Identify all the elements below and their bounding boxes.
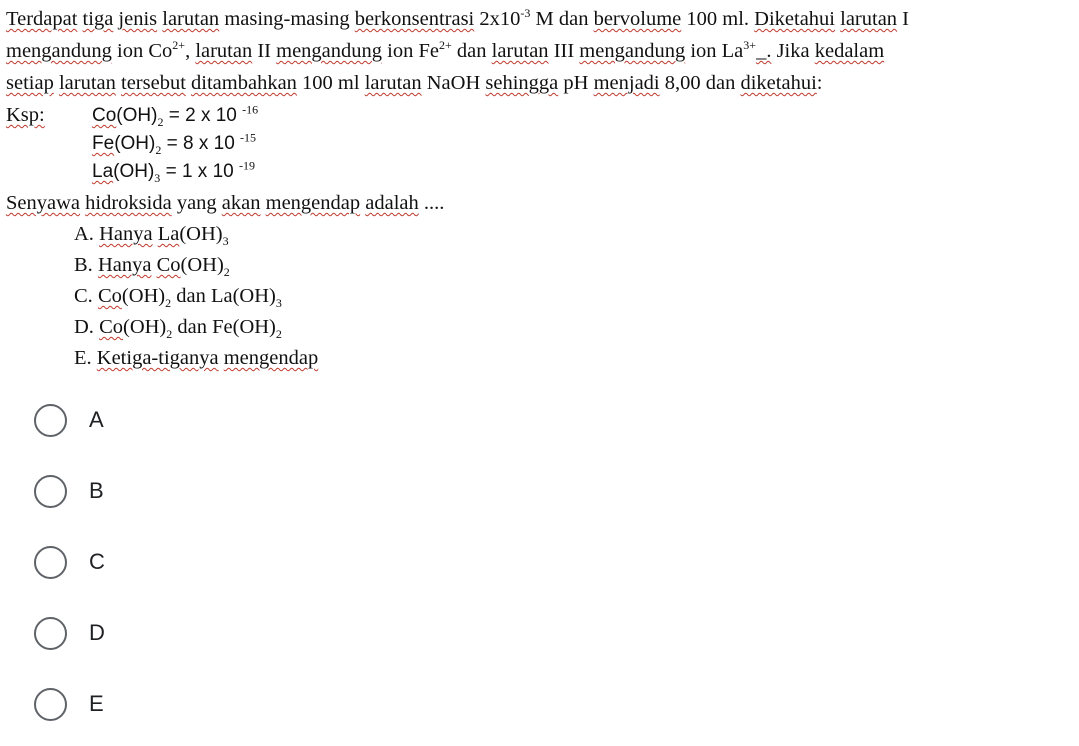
- text-segment: 3: [222, 234, 229, 249]
- text-segment: = 2 x 10: [163, 105, 243, 126]
- ksp-cobalt-hydroxide: [92, 102, 258, 129]
- question-line-1: [6, 6, 909, 32]
- text-segment: (OH): [180, 254, 224, 276]
- text-segment: C.: [74, 285, 98, 307]
- text-segment: tersebut: [121, 72, 186, 94]
- choice-d[interactable]: [34, 613, 105, 653]
- text-segment: 2x10: [474, 8, 521, 30]
- text-segment: larutan: [364, 72, 422, 94]
- question-option-b: [74, 252, 230, 278]
- question-option-d: [74, 314, 282, 340]
- text-segment: 3: [275, 296, 282, 311]
- text-segment: akan: [221, 192, 261, 214]
- text-segment: III: [548, 40, 580, 62]
- text-segment: pH: [558, 72, 594, 94]
- text-segment: larutan: [840, 8, 898, 30]
- choice-b-label: B: [89, 478, 104, 503]
- text-segment: Hanya: [97, 254, 152, 276]
- text-segment: = 1 x 10: [160, 161, 239, 182]
- text-segment: Co: [156, 254, 181, 276]
- text-segment: dan Fe(OH): [172, 316, 276, 338]
- choice-a[interactable]: [34, 400, 104, 440]
- text-segment: larutan: [491, 40, 549, 62]
- text-segment: mengandung: [6, 40, 112, 62]
- text-segment: kedalam: [814, 40, 885, 62]
- radio-c[interactable]: [34, 546, 67, 579]
- text-segment: menjadi: [593, 72, 660, 94]
- choice-a-label: A: [89, 407, 104, 432]
- text-segment: dan La(OH): [171, 285, 276, 307]
- text-segment: larutan: [195, 40, 253, 62]
- text-segment: dan: [451, 40, 492, 62]
- text-segment: (OH): [116, 105, 158, 126]
- text-segment: yang: [171, 192, 222, 214]
- text-segment: 2: [223, 265, 230, 280]
- ksp-iron-hydroxide: [92, 130, 256, 157]
- text-segment: 3: [154, 171, 161, 185]
- text-segment: :: [816, 72, 823, 94]
- question-line-3: [6, 70, 822, 96]
- text-segment: Co: [97, 285, 122, 307]
- text-segment: sehingga: [485, 72, 559, 94]
- text-segment: 2: [155, 143, 162, 157]
- text-segment: 100 ml: [296, 72, 365, 94]
- text-segment: Terdapat: [6, 8, 78, 30]
- text-segment: tiga: [82, 8, 114, 30]
- radio-a[interactable]: [34, 404, 67, 437]
- text-segment: B.: [74, 254, 98, 276]
- text-segment: (OH): [114, 133, 156, 154]
- text-segment: 2: [275, 327, 282, 342]
- text-segment: Senyawa: [6, 192, 81, 214]
- text-segment: I: [897, 8, 909, 30]
- text-segment: La: [92, 161, 114, 182]
- text-segment: diketahui: [740, 72, 817, 94]
- choice-e[interactable]: [34, 684, 104, 724]
- choice-d-label: D: [89, 620, 105, 645]
- text-segment: masing-masing: [219, 8, 355, 30]
- text-segment: Co: [92, 105, 117, 126]
- text-segment: ....: [418, 192, 445, 214]
- text-segment: Diketahui: [754, 8, 835, 30]
- text-segment: Co: [99, 316, 123, 338]
- text-segment: mengandung: [276, 40, 383, 62]
- text-segment: ditambahkan: [191, 72, 297, 94]
- text-segment: hidroksida: [85, 192, 172, 214]
- text-segment: Jika: [771, 40, 815, 62]
- text-segment: jenis: [118, 8, 158, 30]
- text-segment: 3+: [743, 38, 757, 53]
- text-segment: setiap: [6, 72, 54, 94]
- text-segment: (OH): [179, 223, 223, 245]
- text-segment: II: [252, 40, 277, 62]
- text-segment: Fe: [92, 133, 115, 154]
- text-segment: 2+: [172, 38, 186, 53]
- text-segment: -19: [239, 158, 255, 173]
- text-segment: Ketiga-tiganya: [96, 347, 219, 369]
- question-line-2: [6, 38, 884, 64]
- text-segment: M dan: [530, 8, 594, 30]
- text-segment: (OH): [121, 285, 166, 307]
- choice-e-label: E: [89, 691, 104, 716]
- text-segment: 100 ml.: [681, 8, 755, 30]
- ksp-label: Ksp:: [6, 104, 45, 126]
- radio-b[interactable]: [34, 475, 67, 508]
- text-segment: -3: [520, 6, 531, 21]
- text-segment: larutan: [58, 72, 116, 94]
- text-segment: = 8 x 10: [161, 133, 241, 154]
- choice-b[interactable]: [34, 471, 104, 511]
- text-segment: _.: [756, 40, 772, 62]
- ksp-lanthanum-hydroxide: [92, 158, 255, 185]
- text-segment: mengendap: [265, 192, 361, 214]
- text-segment: ion Co: [111, 40, 173, 62]
- text-segment: A.: [74, 223, 100, 245]
- question-option-e: [74, 345, 318, 371]
- question-option-c: [74, 283, 282, 309]
- text-segment: E.: [74, 347, 97, 369]
- text-segment: adalah: [365, 192, 419, 214]
- text-segment: mengandung: [579, 40, 686, 62]
- text-segment: D.: [74, 316, 100, 338]
- text-segment: 2: [165, 296, 172, 311]
- text-segment: ,: [185, 40, 196, 62]
- text-segment: (OH): [123, 316, 167, 338]
- text-segment: 2: [157, 115, 164, 129]
- text-segment: berkonsentrasi: [354, 8, 475, 30]
- question-prompt: [6, 190, 444, 216]
- text-segment: ion La: [685, 40, 744, 62]
- text-segment: bervolume: [593, 8, 682, 30]
- text-segment: Hanya: [99, 223, 153, 245]
- choice-c[interactable]: [34, 542, 105, 582]
- text-segment: 2+: [439, 38, 452, 53]
- question-option-a: [74, 221, 229, 247]
- text-segment: 2: [166, 327, 173, 342]
- text-segment: -16: [242, 102, 259, 117]
- text-segment: ion Fe: [382, 40, 439, 62]
- text-segment: -15: [240, 130, 257, 145]
- radio-e[interactable]: [34, 688, 67, 721]
- radio-d[interactable]: [34, 617, 67, 650]
- text-segment: mengendap: [223, 347, 319, 369]
- text-segment: larutan: [162, 8, 220, 30]
- choice-c-label: C: [89, 549, 105, 574]
- text-segment: (OH): [113, 161, 155, 182]
- text-segment: La: [157, 223, 180, 245]
- text-segment: 8,00 dan: [659, 72, 741, 94]
- text-segment: NaOH: [421, 72, 486, 94]
